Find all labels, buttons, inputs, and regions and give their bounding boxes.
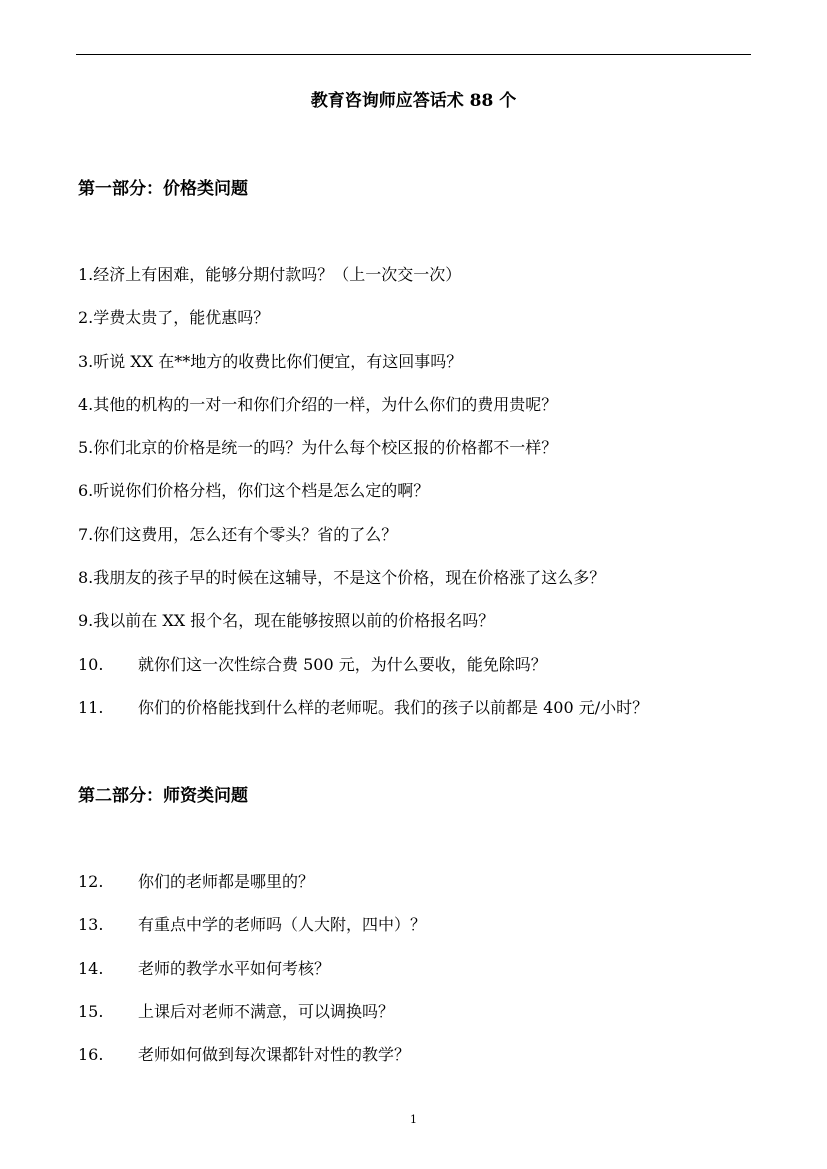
question-item	[78, 1043, 426, 1086]
question-item	[78, 957, 426, 1000]
question-item	[78, 393, 648, 436]
question-item	[78, 350, 648, 393]
question-item	[78, 306, 648, 349]
question-text: 听说你们价格分档，你们这个档是怎么定的啊？	[93, 481, 430, 501]
question-text: 老师的教学水平如何考核？	[138, 958, 331, 978]
document-title: 教育咨询师应答话术 88 个	[310, 91, 517, 111]
question-item	[78, 523, 648, 566]
question-list-teachers	[78, 870, 426, 1086]
question-text: 经济上有困难，能够分期付款吗？（上一次交一次）	[93, 265, 462, 284]
question-text: 学费太贵了，能优惠吗？	[93, 308, 270, 328]
question-text: 我朋友的孩子早的时候在这辅导，不是这个价格，现在价格涨了这么多？	[93, 568, 606, 588]
question-number: 14.	[78, 958, 104, 978]
question-text: 听说 XX 在**地方的收费比你们便宜，有这回事吗？	[93, 351, 463, 371]
question-number: 7.	[78, 524, 94, 544]
question-text: 你们这费用，怎么还有个零头？省的了么？	[93, 524, 398, 544]
question-number: 9.	[78, 611, 94, 631]
question-number: 11.	[78, 697, 104, 717]
question-number: 16.	[78, 1045, 104, 1065]
question-number: 15.	[78, 1001, 104, 1021]
question-number: 10.	[78, 654, 104, 674]
question-number: 3.	[78, 351, 94, 371]
section-heading-teachers: 第二部分：师资类问题	[78, 786, 248, 806]
question-number: 12.	[78, 872, 104, 891]
question-number: 1.	[78, 265, 94, 284]
question-text: 上课后对老师不满意，可以调换吗？	[138, 1001, 395, 1021]
section-heading-pricing: 第一部分：价格类问题	[78, 179, 248, 199]
question-text: 就你们这一次性综合费 500 元，为什么要收，能免除吗？	[138, 654, 547, 674]
question-number: 2.	[78, 308, 94, 328]
question-item	[78, 870, 426, 913]
question-number: 8.	[78, 568, 94, 588]
page-number: 1	[410, 1113, 417, 1126]
question-item	[78, 1000, 426, 1043]
question-text: 你们的价格能找到什么样的老师呢。我们的孩子以前都是 400 元/小时？	[138, 697, 649, 717]
question-item	[78, 436, 648, 479]
question-item	[78, 913, 426, 956]
question-item	[78, 653, 648, 696]
question-item	[78, 566, 648, 609]
question-number: 13.	[78, 915, 104, 935]
question-list-pricing	[78, 263, 648, 739]
question-text: 你们的老师都是哪里的？	[138, 872, 315, 891]
question-item	[78, 263, 648, 306]
question-number: 6.	[78, 481, 94, 501]
question-text: 老师如何做到每次课都针对性的教学？	[138, 1045, 411, 1065]
question-number: 4.	[78, 394, 94, 414]
question-text: 我以前在 XX 报个名，现在能够按照以前的价格报名吗？	[93, 611, 495, 631]
question-item	[78, 696, 648, 739]
question-text: 其他的机构的一对一和你们介绍的一样，为什么你们的费用贵呢？	[93, 394, 558, 414]
question-text: 你们北京的价格是统一的吗？为什么每个校区报的价格都不一样？	[93, 438, 558, 458]
question-item	[78, 609, 648, 652]
header-rule	[76, 54, 751, 55]
question-number: 5.	[78, 438, 94, 458]
question-item	[78, 479, 648, 522]
question-text: 有重点中学的老师吗（人大附，四中）？	[138, 915, 427, 935]
